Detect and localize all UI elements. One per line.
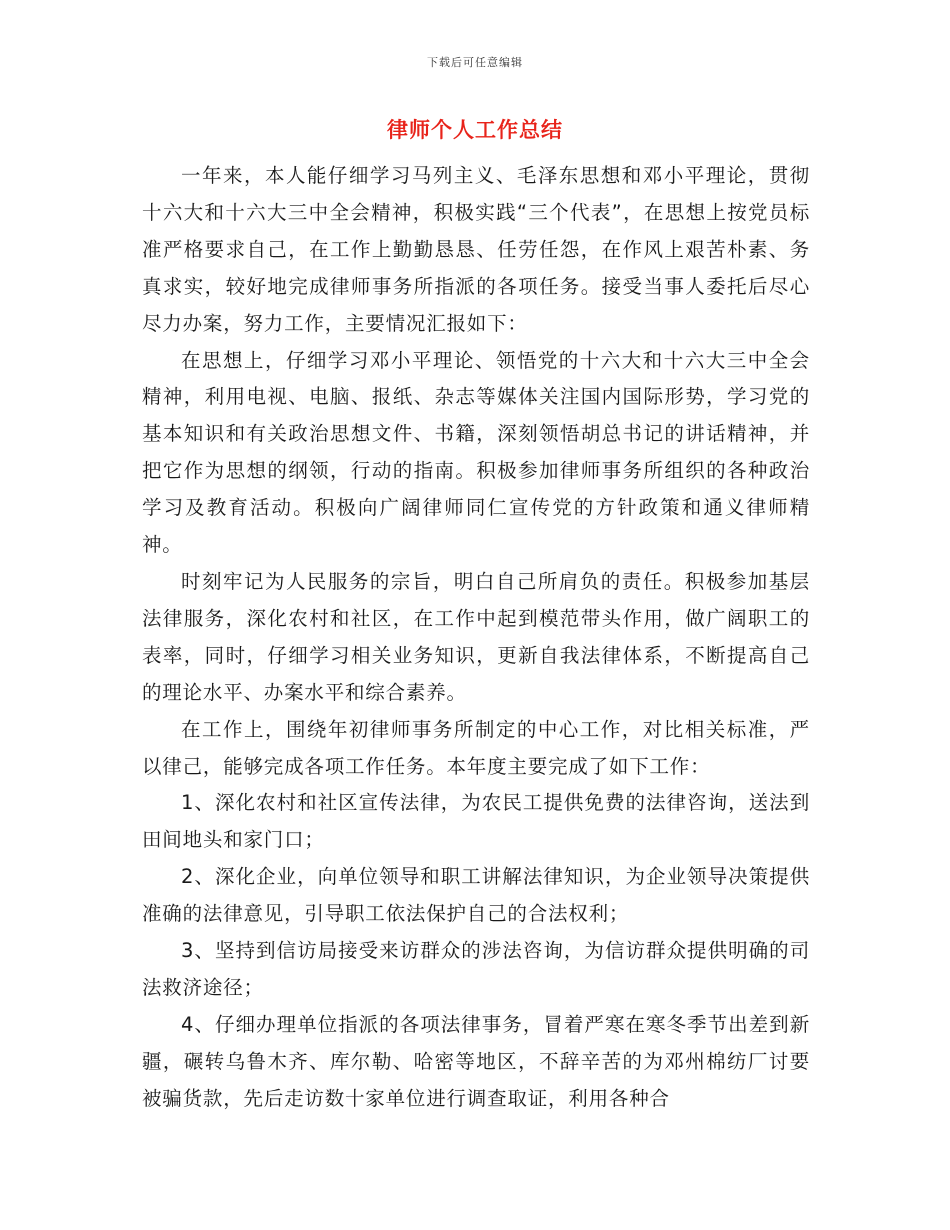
paragraph: 在工作上，围绕年初律师事务所制定的中心工作，对比相关标准，严以律己，能够完成各项工作任务。本年度主要完成了如下工作： bbox=[142, 717, 810, 778]
paragraph: 一年来，本人能仔细学习马列主义、毛泽东思想和邓小平理论，贯彻十六大和十六大三中全会精神，积极实践“三个代表”，在思想上按党员标准严格要求自己，在工作上勤勤恳恳、任劳任怨，在作风上艰苦朴素、务真求实，较好地完成律师事务所指派的各项任务。接受当事人委托后尽心尽力办案，努力工作，主要情况汇报如下： bbox=[142, 164, 810, 335]
header-note: 下载后可任意编辑 bbox=[427, 56, 523, 69]
list-item: 2、深化企业，向单位领导和职工讲解法律知识，为企业领导决策提供准确的法律意见，引导职工依法保护自己的合法权利； bbox=[142, 865, 810, 926]
list-item: 3、坚持到信访局接受来访群众的涉法咨询，为信访群众提供明确的司法救济途径； bbox=[142, 939, 810, 999]
document-title: 律师个人工作总结 bbox=[387, 118, 563, 142]
paragraph: 在思想上，仔细学习邓小平理论、领悟党的十六大和十六大三中全会精神，利用电视、电脑、报纸、杂志等媒体关注国内国际形势，学习党的基本知识和有关政治思想文件、书籍，深刻领悟胡总书记的讲话精神，并把它作为思想的纲领，行动的指南。积极参加律师事务所组织的各种政治学习及教育活动。积极向广阔律师同仁宣传党的方针政策和通义律师精神。 bbox=[142, 348, 810, 557]
list-item: 1、深化农村和社区宣传法律，为农民工提供免费的法律咨询，送法到田间地头和家门口； bbox=[142, 791, 810, 852]
document-body bbox=[142, 158, 810, 1118]
list-item: 4、仔细办理单位指派的各项法律事务，冒着严寒在寒冬季节出差到新疆，碾转乌鲁木齐、库尔勒、哈密等地区，不辞辛苦的为邓州棉纺厂讨要被骗货款，先后走访数十家单位进行调查取证，利用各种合 bbox=[142, 1012, 810, 1110]
paragraph: 时刻牢记为人民服务的宗旨，明白自己所肩负的责任。积极参加基层法律服务，深化农村和社区，在工作中起到模范带头作用，做广阔职工的表率，同时，仔细学习相关业务知识，更新自我法律体系，不断提高自己的理论水平、办案水平和综合素养。 bbox=[142, 569, 810, 704]
